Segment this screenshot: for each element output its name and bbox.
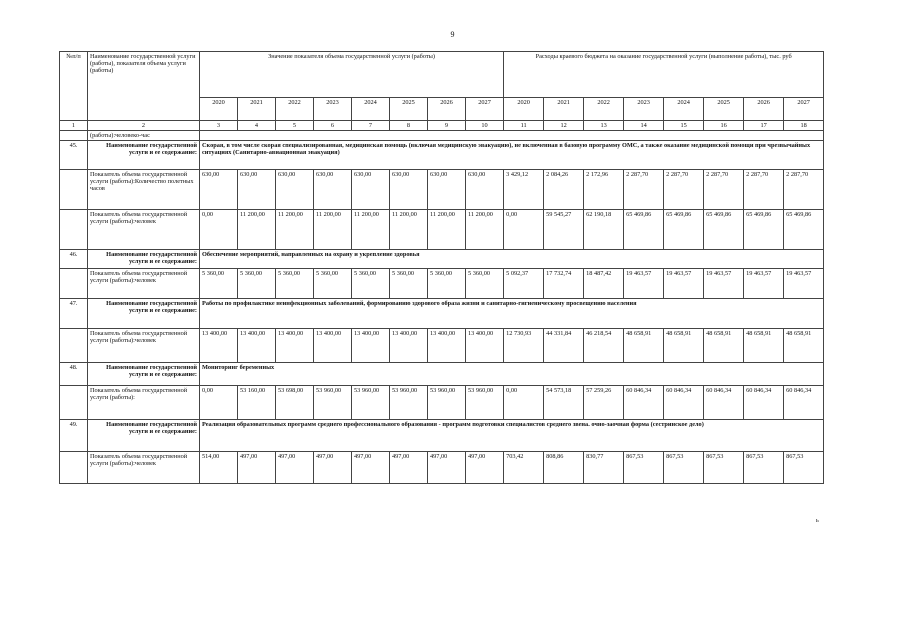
section-name-label: Наименование государственной услуги и ее содержание: [88, 420, 200, 452]
volume-value-cell: 0,00 [200, 210, 238, 250]
header-num: №п/п [60, 52, 88, 121]
cont-empty-cell [200, 131, 824, 141]
expense-value-cell: 19 463,57 [704, 269, 744, 299]
volume-value-cell: 630,00 [428, 170, 466, 210]
page-number: 9 [450, 30, 455, 39]
year-header: 2026 [428, 98, 466, 121]
column-number: 11 [504, 121, 544, 131]
year-header: 2021 [544, 98, 584, 121]
volume-value-cell: 13 400,00 [276, 329, 314, 363]
volume-value-cell: 630,00 [200, 170, 238, 210]
column-number: 12 [544, 121, 584, 131]
indicator-row [60, 386, 824, 420]
expense-value-cell: 3 429,12 [504, 170, 544, 210]
indicator-label: Показатель объема государственной услуги (работы):человек [88, 269, 200, 299]
indicator-label: Показатель объема государственной услуги (работы):человек [88, 452, 200, 484]
column-number: 5 [276, 121, 314, 131]
volume-value-cell: 13 400,00 [428, 329, 466, 363]
column-number: 7 [352, 121, 390, 131]
column-number: 15 [664, 121, 704, 131]
indicator-label: Показатель объема государственной услуги (работы): [88, 386, 200, 420]
volume-value-cell: 5 360,00 [276, 269, 314, 299]
year-header: 2023 [624, 98, 664, 121]
volume-value-cell: 497,00 [428, 452, 466, 484]
expense-value-cell: 65 469,86 [744, 210, 784, 250]
volume-value-cell: 11 200,00 [238, 210, 276, 250]
expense-value-cell: 2 287,70 [624, 170, 664, 210]
year-header: 2022 [276, 98, 314, 121]
volume-value-cell: 13 400,00 [390, 329, 428, 363]
budget-table [59, 51, 824, 484]
section-row [60, 299, 824, 329]
expense-value-cell: 0,00 [504, 386, 544, 420]
expense-value-cell: 65 469,86 [624, 210, 664, 250]
year-header: 2025 [704, 98, 744, 121]
section-description: Работы по профилактике неинфекционных заболеваний, формированию здорового образа жизни и санитарно-гигиеническому просвещению населения [200, 299, 824, 329]
indicator-row [60, 170, 824, 210]
column-number: 8 [390, 121, 428, 131]
header-volume: Значение показателя объема государственной услуги (работы) [200, 52, 504, 98]
expense-value-cell: 703,42 [504, 452, 544, 484]
section-number: 45. [60, 141, 88, 170]
year-header: 2027 [466, 98, 504, 121]
expense-value-cell: 17 732,74 [544, 269, 584, 299]
volume-value-cell: 13 400,00 [200, 329, 238, 363]
volume-value-cell: 497,00 [466, 452, 504, 484]
volume-value-cell: 514,00 [200, 452, 238, 484]
indicator-num-cell [60, 210, 88, 250]
expense-value-cell: 867,53 [784, 452, 824, 484]
section-name-label: Наименование государственной услуги и ее содержание: [88, 363, 200, 386]
expense-value-cell: 65 469,86 [664, 210, 704, 250]
column-number: 14 [624, 121, 664, 131]
column-number: 6 [314, 121, 352, 131]
volume-value-cell: 11 200,00 [352, 210, 390, 250]
column-number: 13 [584, 121, 624, 131]
indicator-label: Показатель объема государственной услуги (работы):человек [88, 210, 200, 250]
year-header: 2023 [314, 98, 352, 121]
year-header: 2022 [584, 98, 624, 121]
volume-value-cell: 11 200,00 [466, 210, 504, 250]
expense-value-cell: 2 084,26 [544, 170, 584, 210]
column-number: 18 [784, 121, 824, 131]
section-description: Реализация образовательных программ среднего профессионального образования - программ подготовки специалистов среднего звена. очно-заочная форма (сестринское дело) [200, 420, 824, 452]
section-number: 48. [60, 363, 88, 386]
indicator-num-cell [60, 329, 88, 363]
volume-value-cell: 5 360,00 [200, 269, 238, 299]
header-expense: Расходы краевого бюджета на оказание государственной услуги (выполнение работы), тыс. руб [504, 52, 824, 98]
expense-value-cell: 5 092,37 [504, 269, 544, 299]
indicator-num-cell [60, 170, 88, 210]
expense-value-cell: 54 573,18 [544, 386, 584, 420]
expense-value-cell: 57 259,26 [584, 386, 624, 420]
year-header: 2024 [352, 98, 390, 121]
expense-value-cell: 62 190,18 [584, 210, 624, 250]
volume-value-cell: 497,00 [238, 452, 276, 484]
section-row [60, 363, 824, 386]
expense-value-cell: 19 463,57 [784, 269, 824, 299]
expense-value-cell: 2 287,70 [704, 170, 744, 210]
volume-value-cell: 0,00 [200, 386, 238, 420]
expense-value-cell: 19 463,57 [744, 269, 784, 299]
column-number: 10 [466, 121, 504, 131]
volume-value-cell: 13 400,00 [238, 329, 276, 363]
expense-value-cell: 808,86 [544, 452, 584, 484]
expense-value-cell: 48 658,91 [624, 329, 664, 363]
corner-mark: ь [816, 518, 819, 524]
column-number: 17 [744, 121, 784, 131]
volume-value-cell: 11 200,00 [390, 210, 428, 250]
column-number: 1 [60, 121, 88, 131]
expense-value-cell: 60 846,34 [784, 386, 824, 420]
volume-value-cell: 497,00 [314, 452, 352, 484]
year-header: 2020 [504, 98, 544, 121]
expense-value-cell: 12 730,93 [504, 329, 544, 363]
expense-value-cell: 19 463,57 [664, 269, 704, 299]
volume-value-cell: 11 200,00 [314, 210, 352, 250]
expense-value-cell: 2 287,70 [784, 170, 824, 210]
section-row [60, 141, 824, 170]
expense-value-cell: 59 545,27 [544, 210, 584, 250]
section-name-label: Наименование государственной услуги и ее содержание: [88, 299, 200, 329]
expense-value-cell: 60 846,34 [624, 386, 664, 420]
expense-value-cell: 60 846,34 [744, 386, 784, 420]
indicator-row [60, 329, 824, 363]
expense-value-cell: 65 469,86 [784, 210, 824, 250]
section-description: Мониторинг беременных [200, 363, 824, 386]
year-header: 2026 [744, 98, 784, 121]
volume-value-cell: 497,00 [352, 452, 390, 484]
column-number: 16 [704, 121, 744, 131]
header-name: Наименование государственной услуги (работы), показателя объема услуги (работы) [88, 52, 200, 121]
year-header: 2021 [238, 98, 276, 121]
section-name-label: Наименование государственной услуги и ее содержание: [88, 250, 200, 269]
volume-value-cell: 53 960,00 [428, 386, 466, 420]
volume-value-cell: 630,00 [238, 170, 276, 210]
expense-value-cell: 48 658,91 [664, 329, 704, 363]
indicator-row [60, 452, 824, 484]
indicator-row [60, 269, 824, 299]
expense-value-cell: 44 331,84 [544, 329, 584, 363]
volume-value-cell: 497,00 [276, 452, 314, 484]
volume-value-cell: 13 400,00 [466, 329, 504, 363]
section-name-label: Наименование государственной услуги и ее содержание: [88, 141, 200, 170]
volume-value-cell: 5 360,00 [352, 269, 390, 299]
expense-value-cell: 48 658,91 [784, 329, 824, 363]
expense-value-cell: 830,77 [584, 452, 624, 484]
volume-value-cell: 11 200,00 [276, 210, 314, 250]
expense-value-cell: 867,53 [744, 452, 784, 484]
volume-value-cell: 497,00 [390, 452, 428, 484]
column-number: 4 [238, 121, 276, 131]
expense-value-cell: 60 846,34 [664, 386, 704, 420]
volume-value-cell: 5 360,00 [238, 269, 276, 299]
volume-value-cell: 5 360,00 [314, 269, 352, 299]
volume-value-cell: 630,00 [390, 170, 428, 210]
volume-value-cell: 5 360,00 [390, 269, 428, 299]
indicator-num-cell [60, 269, 88, 299]
volume-value-cell: 630,00 [314, 170, 352, 210]
expense-value-cell: 60 846,34 [704, 386, 744, 420]
expense-value-cell: 19 463,57 [624, 269, 664, 299]
volume-value-cell: 13 400,00 [352, 329, 390, 363]
indicator-num-cell [60, 452, 88, 484]
volume-value-cell: 630,00 [466, 170, 504, 210]
expense-value-cell: 867,53 [704, 452, 744, 484]
section-number: 49. [60, 420, 88, 452]
volume-value-cell: 5 360,00 [428, 269, 466, 299]
expense-value-cell: 867,53 [664, 452, 704, 484]
indicator-num-cell [60, 386, 88, 420]
volume-value-cell: 53 960,00 [466, 386, 504, 420]
expense-value-cell: 0,00 [504, 210, 544, 250]
indicator-row [60, 210, 824, 250]
expense-value-cell: 48 658,91 [744, 329, 784, 363]
section-description: Обеспечение мероприятий, направленных на охрану и укрепление здоровья [200, 250, 824, 269]
year-header: 2027 [784, 98, 824, 121]
volume-value-cell: 53 698,00 [276, 386, 314, 420]
column-number: 9 [428, 121, 466, 131]
expense-value-cell: 2 287,70 [664, 170, 704, 210]
volume-value-cell: 53 160,00 [238, 386, 276, 420]
year-header: 2025 [390, 98, 428, 121]
expense-value-cell: 46 218,54 [584, 329, 624, 363]
year-header: 2020 [200, 98, 238, 121]
volume-value-cell: 53 960,00 [352, 386, 390, 420]
section-row [60, 250, 824, 269]
expense-value-cell: 65 469,86 [704, 210, 744, 250]
section-number: 46. [60, 250, 88, 269]
year-header: 2024 [664, 98, 704, 121]
volume-value-cell: 13 400,00 [314, 329, 352, 363]
section-description: Скорая, в том числе скорая специализированная, медицинская помощь (включая медицинскую эвакуацию), не включенная в базовую программу ОМС, а также оказание медицинской помощи при чрезвычайных ситуациях (Санитарно-авиационная эвакуация) [200, 141, 824, 170]
expense-value-cell: 867,53 [624, 452, 664, 484]
expense-value-cell: 2 172,96 [584, 170, 624, 210]
volume-value-cell: 53 960,00 [314, 386, 352, 420]
expense-value-cell: 2 287,70 [744, 170, 784, 210]
volume-value-cell: 53 960,00 [390, 386, 428, 420]
section-row [60, 420, 824, 452]
continuation-label: (работы):человеко-час [88, 131, 200, 141]
expense-value-cell: 48 658,91 [704, 329, 744, 363]
cont-num-cell [60, 131, 88, 141]
expense-value-cell: 18 487,42 [584, 269, 624, 299]
volume-value-cell: 5 360,00 [466, 269, 504, 299]
column-number: 3 [200, 121, 238, 131]
volume-value-cell: 11 200,00 [428, 210, 466, 250]
volume-value-cell: 630,00 [352, 170, 390, 210]
volume-value-cell: 630,00 [276, 170, 314, 210]
indicator-label: Показатель объема государственной услуги (работы):Количество полетных часов [88, 170, 200, 210]
column-number: 2 [88, 121, 200, 131]
section-number: 47. [60, 299, 88, 329]
indicator-label: Показатель объема государственной услуги (работы):человек [88, 329, 200, 363]
